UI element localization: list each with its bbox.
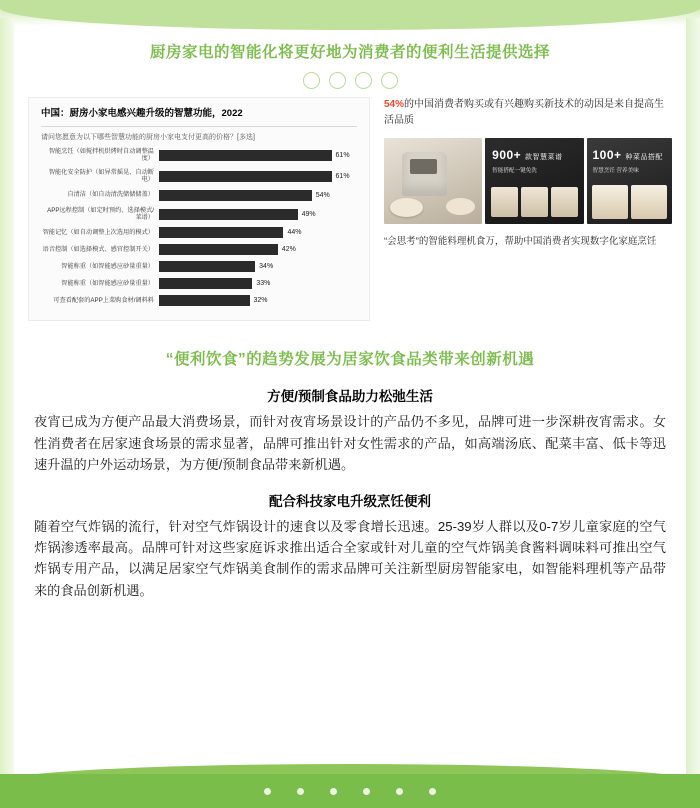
bar-row (41, 227, 357, 238)
bar-value-label: 49% (301, 210, 316, 218)
circle-icon (329, 72, 346, 89)
circle-icon (355, 72, 372, 89)
photo3-number (593, 148, 663, 162)
bar-track (159, 190, 357, 201)
section-heading-1: 方便/预制食品助力松弛生活 (267, 389, 433, 405)
photo-strip (384, 138, 672, 224)
bar (159, 261, 255, 272)
food-plate-shape (390, 198, 423, 217)
bar-track (159, 150, 357, 161)
appliance-screen-shape (410, 159, 438, 174)
bar-value-label: 33% (256, 280, 271, 288)
bar-track (159, 171, 357, 182)
photo3-number-value: 100+ (592, 148, 622, 163)
photo3-number-suffix: 种菜品搭配 (625, 154, 663, 162)
bar-label: 智能化安全防护（如异常摇晃、自动断电） (48, 168, 154, 184)
left-decorative-rail (0, 18, 14, 790)
dot-icon (363, 788, 370, 795)
bar-row (41, 148, 357, 163)
bar (159, 150, 332, 161)
bar-value-label: 61% (335, 172, 350, 180)
bar-chart (41, 148, 357, 307)
chart-title: 中国：厨房小家电感兴趣升级的智慧功能，2022 (41, 108, 357, 127)
bar-row (41, 295, 357, 306)
bar-label: 智能称重（如智能感应砂量重量） (61, 280, 154, 288)
recipe-card (491, 187, 518, 217)
bar-label: 语音控制（如选择模式、感官控制开关） (42, 246, 154, 254)
bar (159, 227, 283, 238)
circle-icon (303, 72, 320, 89)
recipe-card (551, 187, 578, 217)
chart-and-photo-row (18, 97, 682, 321)
bar-label: 智能称重（如智能感应砂量重量） (61, 263, 154, 271)
headline-primary: 厨房家电的智能化将更好地为消费者的便利生活提供选择 (149, 44, 550, 61)
bar (159, 209, 298, 220)
photo-note (384, 97, 672, 129)
photo3-recipe-cards (592, 185, 667, 219)
bar-label: 可查看配套的APP上菜购食材/调料料 (53, 297, 154, 305)
content-area (18, 26, 682, 764)
bottom-dot-strip (0, 774, 700, 808)
dot-icon (429, 788, 436, 795)
bar-value-label: 42% (281, 246, 296, 254)
photo-column (384, 97, 672, 321)
bar-row (41, 190, 357, 201)
bar-value-label: 44% (287, 229, 302, 237)
bar-label: 自清洁（如自动清洗储储储盖） (67, 191, 154, 199)
photo-appliance (384, 138, 482, 224)
chart-subtitle: 请问您愿意为以下哪些智慧功能的厨房小家电支付更高的价格？[多选] (41, 133, 255, 141)
section-body-1: 夜宵已成为方便产品最大消费场景，而针对夜宵场景设计的产品仍不多见，品牌可进一步深耕夜宵需求。女性消费者在居家速食场景的需求显著，品牌可推出针对女性需求的产品，如高端汤底、配菜丰富、低卡等迅速升温的户外运动场景，为方便/预制食品带来新机遇。 (34, 414, 666, 473)
bar-row (41, 244, 357, 255)
bar (159, 190, 312, 201)
photo2-subtext: 智能搭配一键免洗 (492, 168, 537, 175)
food-plate-shape (446, 198, 475, 215)
right-decorative-rail (686, 18, 700, 790)
section-heading-2: 配合科技家电升级烹饪便利 (269, 493, 431, 509)
dot-icon (264, 788, 271, 795)
photo2-number-value: 900+ (492, 148, 522, 163)
highlight-percent: 54% (384, 99, 405, 110)
photo3-subtext: 智慧烹饪 营养美味 (592, 168, 639, 175)
photo-note-text: 的中国消费者购买或有兴趣购买新技术的动因是来自提高生活品质 (384, 99, 665, 126)
dot-icon (330, 788, 337, 795)
bar-row (41, 278, 357, 289)
chart-card (28, 97, 370, 321)
bar-value-label: 54% (315, 191, 330, 199)
bar (159, 244, 278, 255)
ring-divider (18, 72, 682, 89)
bar-label: 智能记忆（如自动调整上次选用的模式） (42, 229, 154, 237)
recipe-card (592, 185, 628, 219)
bar-track (159, 227, 357, 238)
recipe-card (631, 185, 667, 219)
bar-label: 智能烹饪（如搅拌机烘烤时自动调整温度） (48, 147, 154, 163)
bar-row (41, 261, 357, 272)
headline-secondary: “便利饮食”的趋势发展为居家饮食品类带来创新机遇 (165, 351, 535, 369)
bar (159, 171, 332, 182)
photo-recipes-100 (587, 138, 672, 224)
bar-row (41, 207, 357, 222)
bar (159, 278, 252, 289)
photo-caption: “会思考”的智能料理机食万，帮助中国消费者实现数字化家庭烹饪 (384, 236, 657, 247)
text-sections (18, 385, 682, 601)
bar-track (159, 244, 357, 255)
bar-track (159, 278, 357, 289)
bar-label: APP远程控制（如定时预约、选择模式/菜谱） (47, 206, 154, 221)
bar-track (159, 209, 357, 220)
bar-track (159, 295, 357, 306)
bar (159, 295, 250, 306)
photo2-recipe-cards (491, 187, 577, 217)
photo2-number (492, 148, 562, 162)
circle-icon (381, 72, 398, 89)
bar-value-label: 34% (259, 263, 274, 271)
dot-icon (396, 788, 403, 795)
section-body-2: 随着空气炸锅的流行，针对空气炸锅设计的速食以及零食增长迅速。25-39岁人群以及0-7岁儿童家庭的空气炸锅渗透率最高。品牌可针对这些家庭诉求推出适合全家或针对儿童的空气炸锅美食酱料调味料可推出空气炸锅专用产品，以满足居家空气炸锅美食制作的需求品牌可关注新型厨房智能家电，如智能料理机等产品带来的食品创新机遇。 (34, 518, 666, 598)
dot-icon (297, 788, 304, 795)
bar-value-label: 32% (253, 297, 268, 305)
recipe-card (521, 187, 548, 217)
bar-value-label: 61% (335, 151, 350, 159)
photo-recipes-900 (485, 138, 583, 224)
bar-row (41, 169, 357, 184)
photo2-number-suffix: 款智慧菜谱 (525, 154, 563, 162)
bar-track (159, 261, 357, 272)
